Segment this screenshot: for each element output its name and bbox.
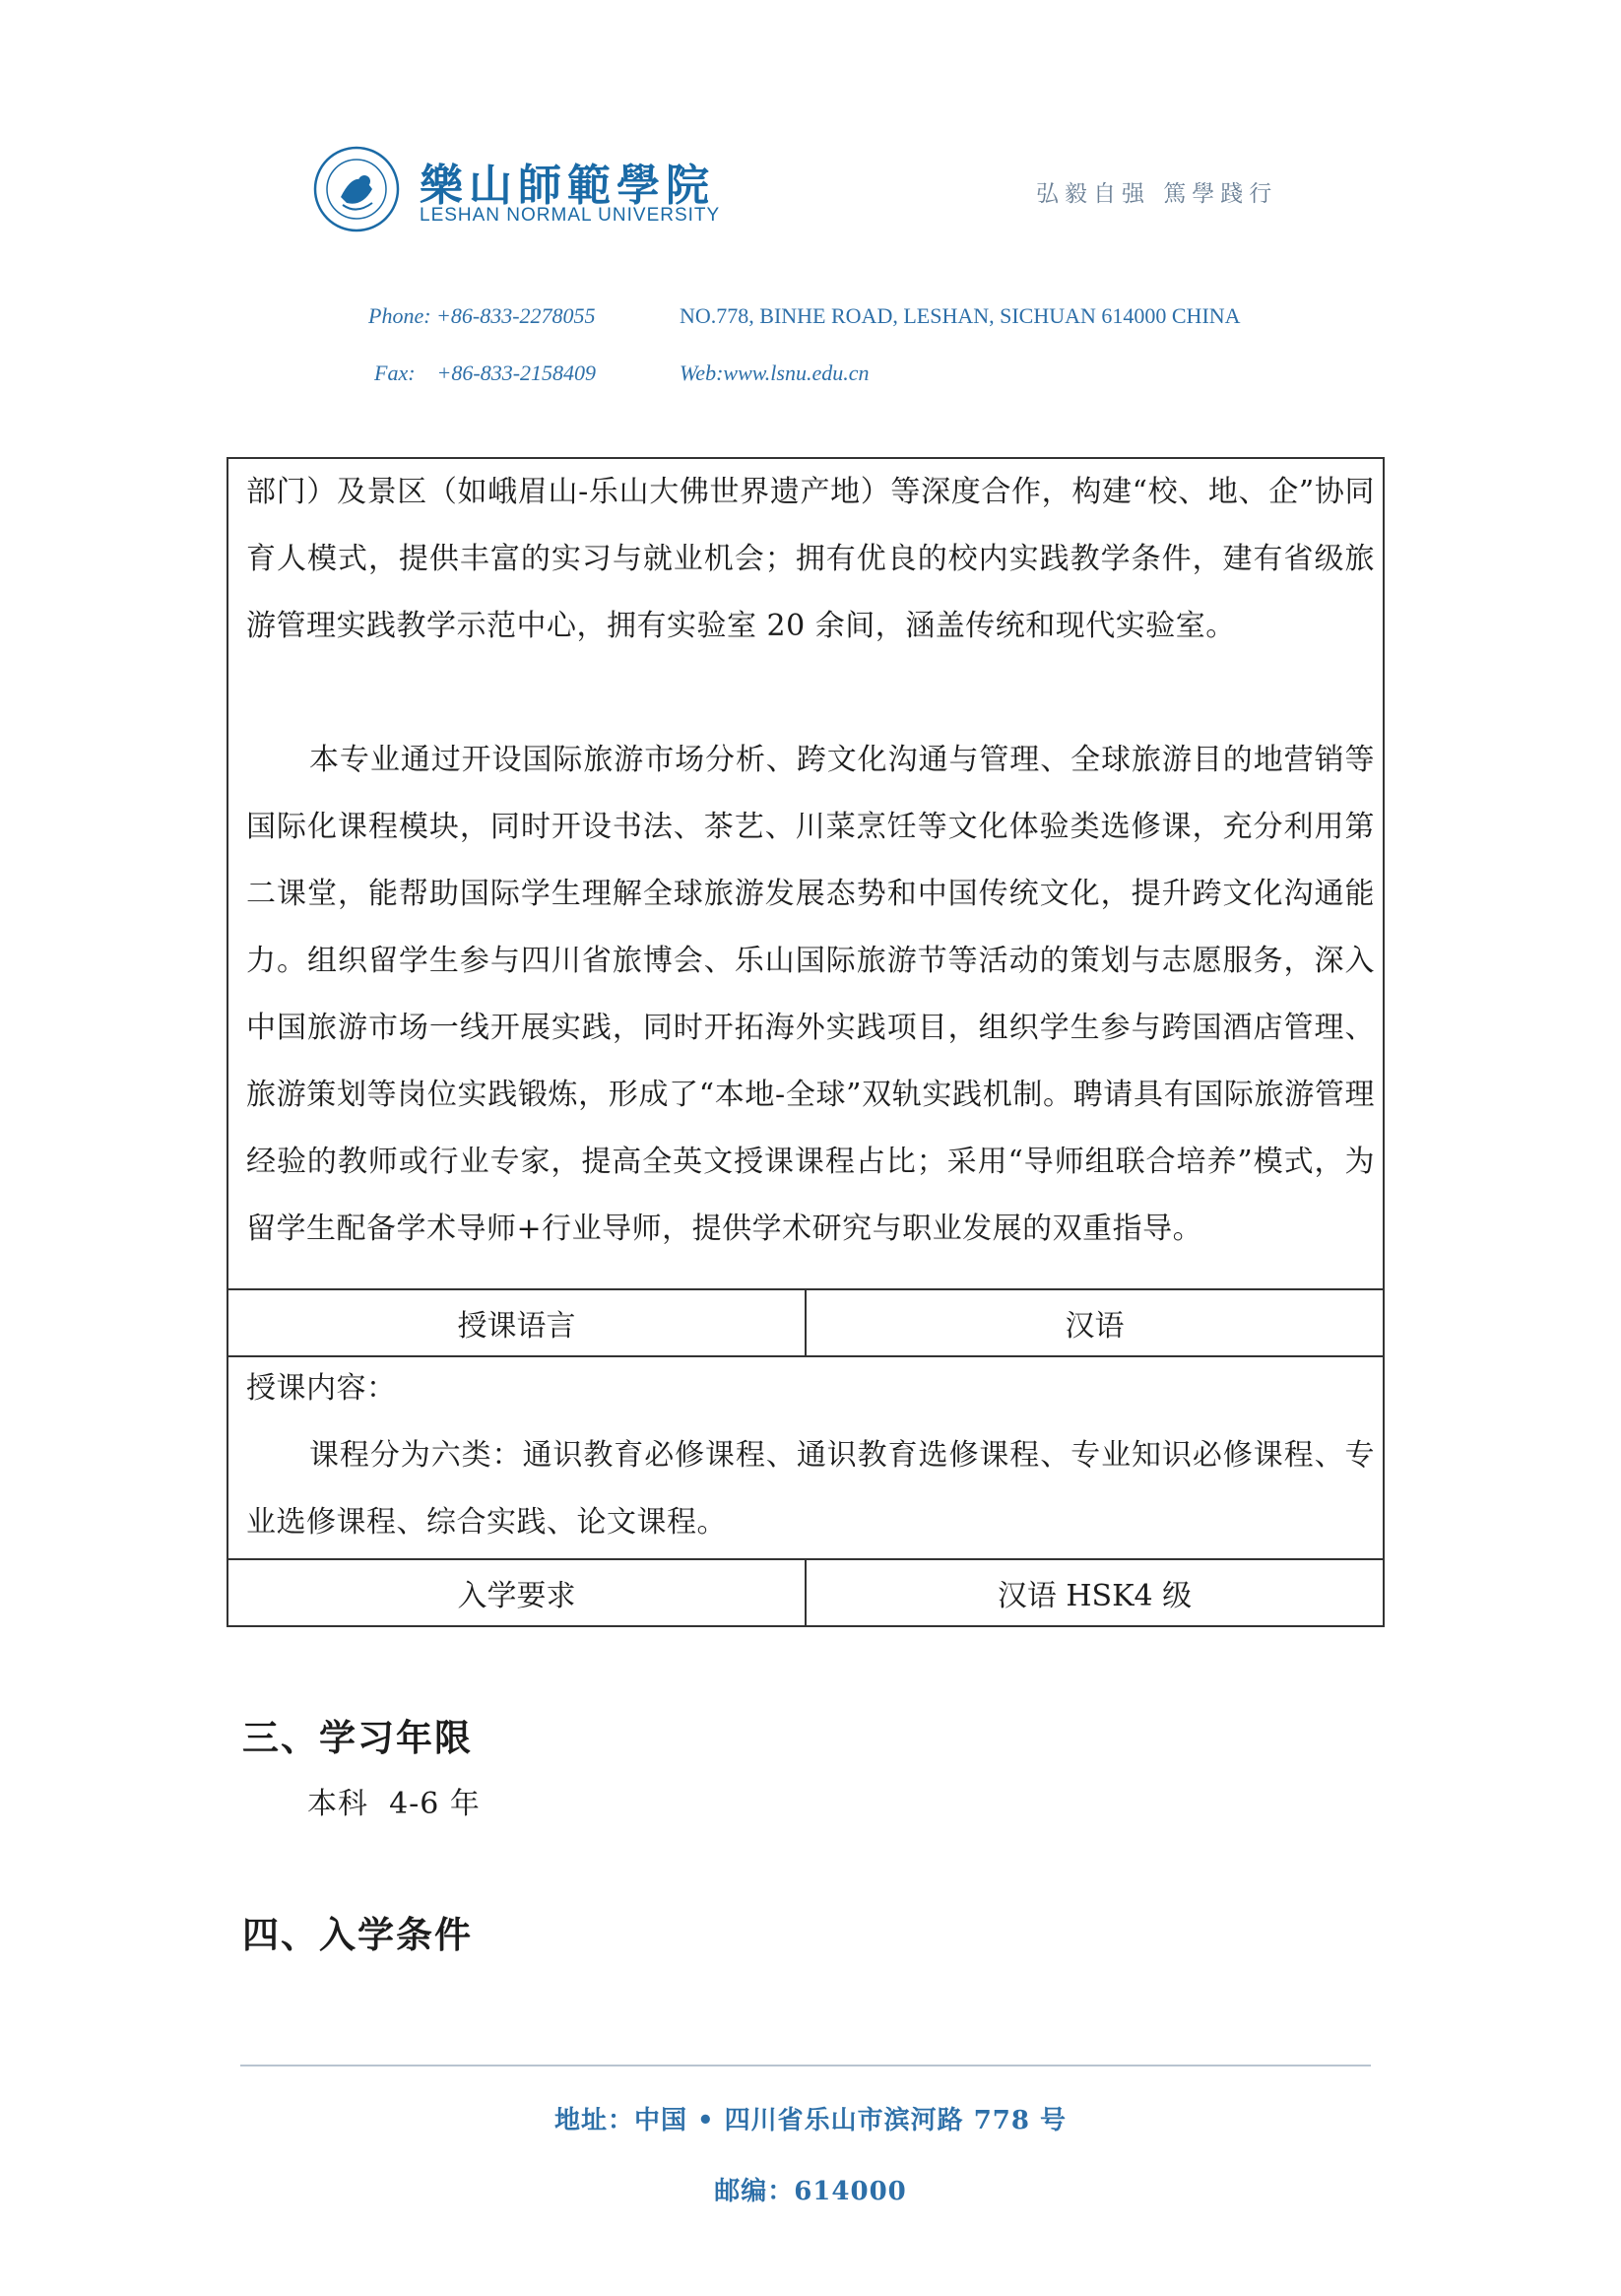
university-motto: 弘毅自强 篤學踐行	[1036, 181, 1278, 207]
course-content-box	[227, 1355, 1385, 1560]
description-paragraph-1: 部门）及景区（如峨眉山-乐山大佛世界遗产地）等深度合作，构建“校、地、企”协同育人模式，提供丰富的实习与就业机会；拥有优良的校内实践教学条件，建有省级旅游管理实践教学示范中心，拥有实验室 20 余间，涵盖传统和现代实验室。	[246, 475, 1375, 643]
university-name-cn: 樂山師範學院	[420, 161, 715, 211]
course-content-text: 课程分为六类：通识教育必修课程、通识教育选修课程、专业知识必修课程、专业选修课程、综合实践、论文课程。	[246, 1438, 1375, 1540]
website: Web:www.lsnu.edu.cn	[680, 361, 870, 385]
study-duration-heading: 三、学习年限	[242, 1717, 473, 1759]
program-description-box	[227, 457, 1385, 1290]
university-logo	[313, 146, 727, 240]
course-content-label: 授课内容：	[246, 1371, 397, 1406]
admission-value: 汉语 HSK4 级	[805, 1560, 1383, 1625]
fax-number: Fax: +86-833-2158409	[374, 361, 597, 385]
admission-label: 入学要求	[457, 1579, 576, 1613]
footer-postcode: 邮编：614000	[714, 2177, 907, 2206]
footer-divider	[240, 2065, 1371, 2066]
university-name-en: LESHAN NORMAL UNIVERSITY	[420, 205, 721, 226]
language-label: 授课语言	[457, 1309, 576, 1344]
admission-conditions-heading: 四、入学条件	[242, 1914, 473, 1956]
address-en: NO.778, BINHE ROAD, LESHAN, SICHUAN 614000 CHINA	[680, 303, 1241, 328]
phone-number: Phone: +86-833-2278055	[368, 303, 596, 328]
language-value: 汉语	[805, 1290, 1383, 1355]
university-seal-icon	[313, 146, 400, 232]
footer-address: 地址：中国 • 四川省乐山市滨河路 778 号	[553, 2106, 1068, 2135]
language-row	[227, 1288, 1385, 1357]
description-paragraph-2: 本专业通过开设国际旅游市场分析、跨文化沟通与管理、全球旅游目的地营销等国际化课程模块，同时开设书法、茶艺、川菜烹饪等文化体验类选修课，充分利用第二课堂，能帮助国际学生理解全球旅游发展态势和中国传统文化，提升跨文化沟通能力。组织留学生参与四川省旅博会、乐山国际旅游节等活动的策划与志愿服务，深入中国旅游市场一线开展实践，同时开拓海外实践项目，组织学生参与跨国酒店管理、旅游策划等岗位实践锻炼，形成了“本地-全球”双轨实践机制。聘请具有国际旅游管理经验的教师或行业专家，提高全英文授课课程占比；采用“导师组联合培养”模式，为留学生配备学术导师+行业导师，提供学术研究与职业发展的双重指导。	[246, 743, 1375, 1246]
study-duration-text: 本科 4-6 年	[307, 1787, 481, 1821]
admission-row	[227, 1558, 1385, 1627]
